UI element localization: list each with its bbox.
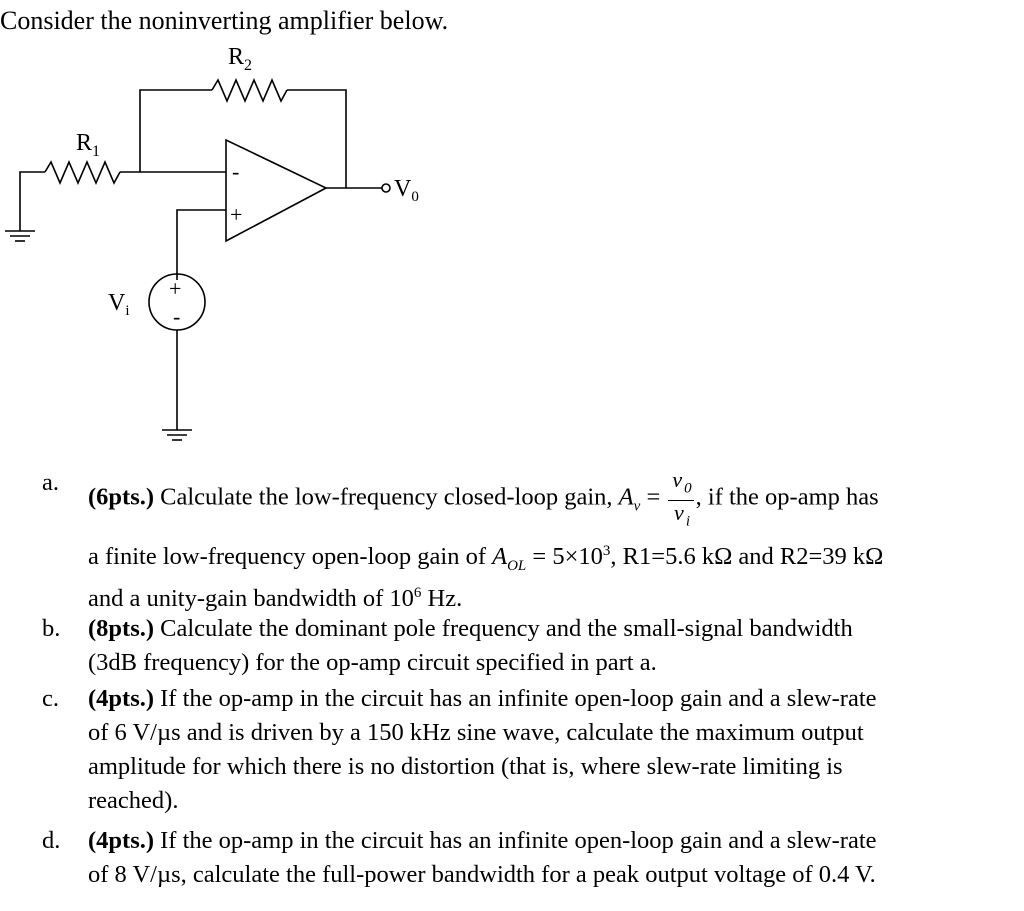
- noninverting-amplifier-circuit: [0, 0, 1024, 450]
- question-a-points: (6pts.): [88, 483, 155, 511]
- gain-fraction: $\frac{v _0}{v _i}$: [668, 468, 693, 534]
- r1-resistor-zigzag: [45, 162, 120, 183]
- question-b-line-1: (8pts.) Calculate the dominant pole frequency and the small-signal bandwidth: [88, 615, 853, 642]
- question-c-line-3: amplitude for which there is no distortion (that is, where slew-rate limiting is: [88, 753, 843, 780]
- question-a-line-2: a finite low-frequency open-loop gain of $A_{OL} = 5\times 10^3$, R1=5.6 kΩ and R2=39 kΩ: [88, 543, 884, 575]
- noninverting-input-sign: +: [230, 202, 243, 227]
- ground-symbol-bottom: [162, 430, 192, 440]
- question-c-line-4: reached).: [88, 787, 179, 814]
- source-minus-sign: -: [173, 304, 181, 329]
- input-wire: [177, 210, 226, 280]
- question-b-line-2: (3dB frequency) for the op-amp circuit specified in part a.: [88, 649, 657, 676]
- vi-label: $V_i$: [108, 290, 130, 319]
- question-d-line-2: of 8 V/µs, calculate the full-power bandwidth for a peak output voltage of 0.4 V.: [88, 861, 876, 888]
- gain-symbol: A: [618, 483, 634, 511]
- source-plus-sign: +: [169, 276, 182, 301]
- question-d-line-1: (4pts.) If the op-amp in the circuit has an infinite open-loop gain and a slew-rate: [88, 827, 877, 854]
- question-c-line-2: of 6 V/µs and is driven by a 150 kHz sine wave, calculate the maximum output: [88, 719, 864, 746]
- question-a-line-3: and a unity-gain bandwidth of $10^6$ Hz.: [88, 585, 463, 613]
- r2-label: $R_2$: [228, 44, 253, 74]
- question-a-letter: a.: [42, 469, 59, 496]
- question-c-letter: c.: [42, 685, 59, 712]
- r1-ground-wire: [20, 172, 45, 231]
- ground-symbol-left: [5, 231, 35, 241]
- feedback-wire: [140, 90, 212, 172]
- question-a-line-1: (6pts.) Calculate the low-frequency closed-loop gain, $A_v$ = $\frac{v _0}{v _i}$ , if the op-amp has: [88, 466, 1020, 532]
- r2-resistor-zigzag: [212, 80, 287, 101]
- vo-label: $V_0$: [394, 176, 419, 205]
- question-d-letter: d.: [42, 827, 61, 854]
- question-c-line-1: (4pts.) If the op-amp in the circuit has an infinite open-loop gain and a slew-rate: [88, 685, 877, 712]
- inverting-input-sign: -: [232, 159, 240, 184]
- question-b-letter: b.: [42, 615, 61, 642]
- output-terminal: [382, 184, 390, 192]
- r1-label: $R_1$: [76, 130, 101, 160]
- problem-intro: Consider the noninverting amplifier below.: [0, 6, 449, 35]
